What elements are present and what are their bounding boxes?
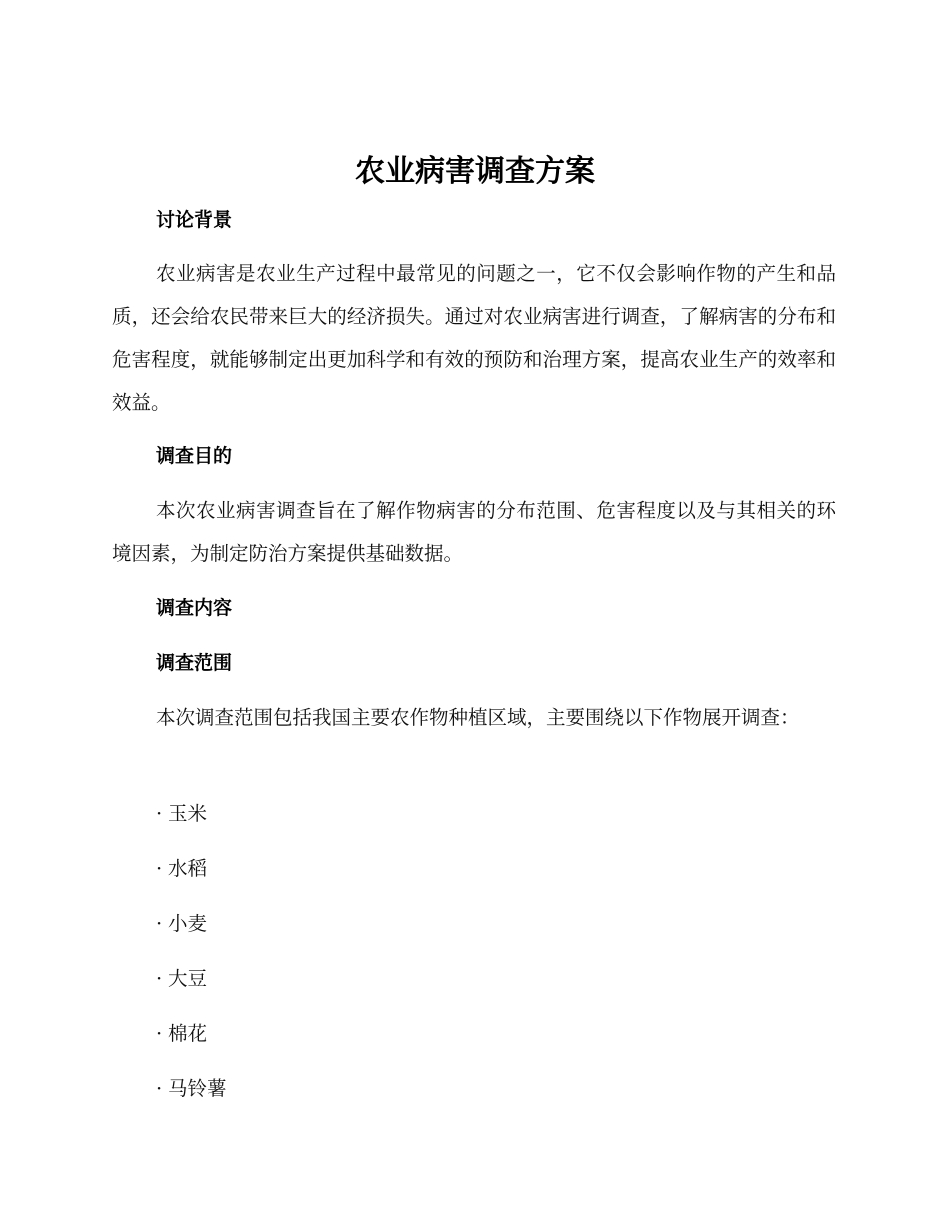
section-heading-background: 讨论背景 [156, 209, 233, 231]
list-item-label: 小麦 [168, 912, 208, 935]
section-heading-purpose: 调查目的 [156, 445, 233, 467]
list-item-label: 棉花 [168, 1022, 208, 1045]
document-title: 农业病害调查方案 [355, 154, 595, 189]
section-heading-content: 调查内容 [156, 597, 233, 619]
section-paragraph-scope: 本次调查范围包括我国主要农作物种植区域，主要围绕以下作物展开调查： [156, 706, 800, 729]
list-item-label: 水稻 [168, 857, 208, 880]
list-item-label: 马铃薯 [168, 1077, 227, 1100]
section-paragraph-background: 农业病害是农业生产过程中最常见的问题之一，它不仅会影响作物的产生和品质，还会给农民带来巨大的经济损失。通过对农业病害进行调查，了解病害的分布和危害程度，就能够制定出更加科学和有效的预防和治理方案，提高农业生产的效率和效益。 [112, 262, 836, 414]
bullet-icon: · [156, 912, 163, 935]
section-heading-scope: 调查范围 [156, 652, 233, 674]
section-paragraph-purpose: 本次农业病害调查旨在了解作物病害的分布范围、危害程度以及与其相关的环境因素，为制定防治方案提供基础数据。 [112, 499, 836, 565]
bullet-icon: · [156, 1022, 163, 1045]
list-item-crop [156, 800, 207, 828]
list-item-crop [156, 910, 207, 938]
bullet-icon: · [156, 857, 163, 880]
list-item-crop [156, 1020, 207, 1048]
list-item-label: 玉米 [168, 802, 208, 825]
list-item-crop [156, 855, 207, 883]
bullet-icon: · [156, 967, 163, 990]
bullet-icon: · [156, 1077, 163, 1100]
list-item-crop [156, 1075, 227, 1103]
list-item-label: 大豆 [168, 967, 208, 990]
list-item-crop [156, 965, 207, 993]
bullet-icon: · [156, 802, 163, 825]
